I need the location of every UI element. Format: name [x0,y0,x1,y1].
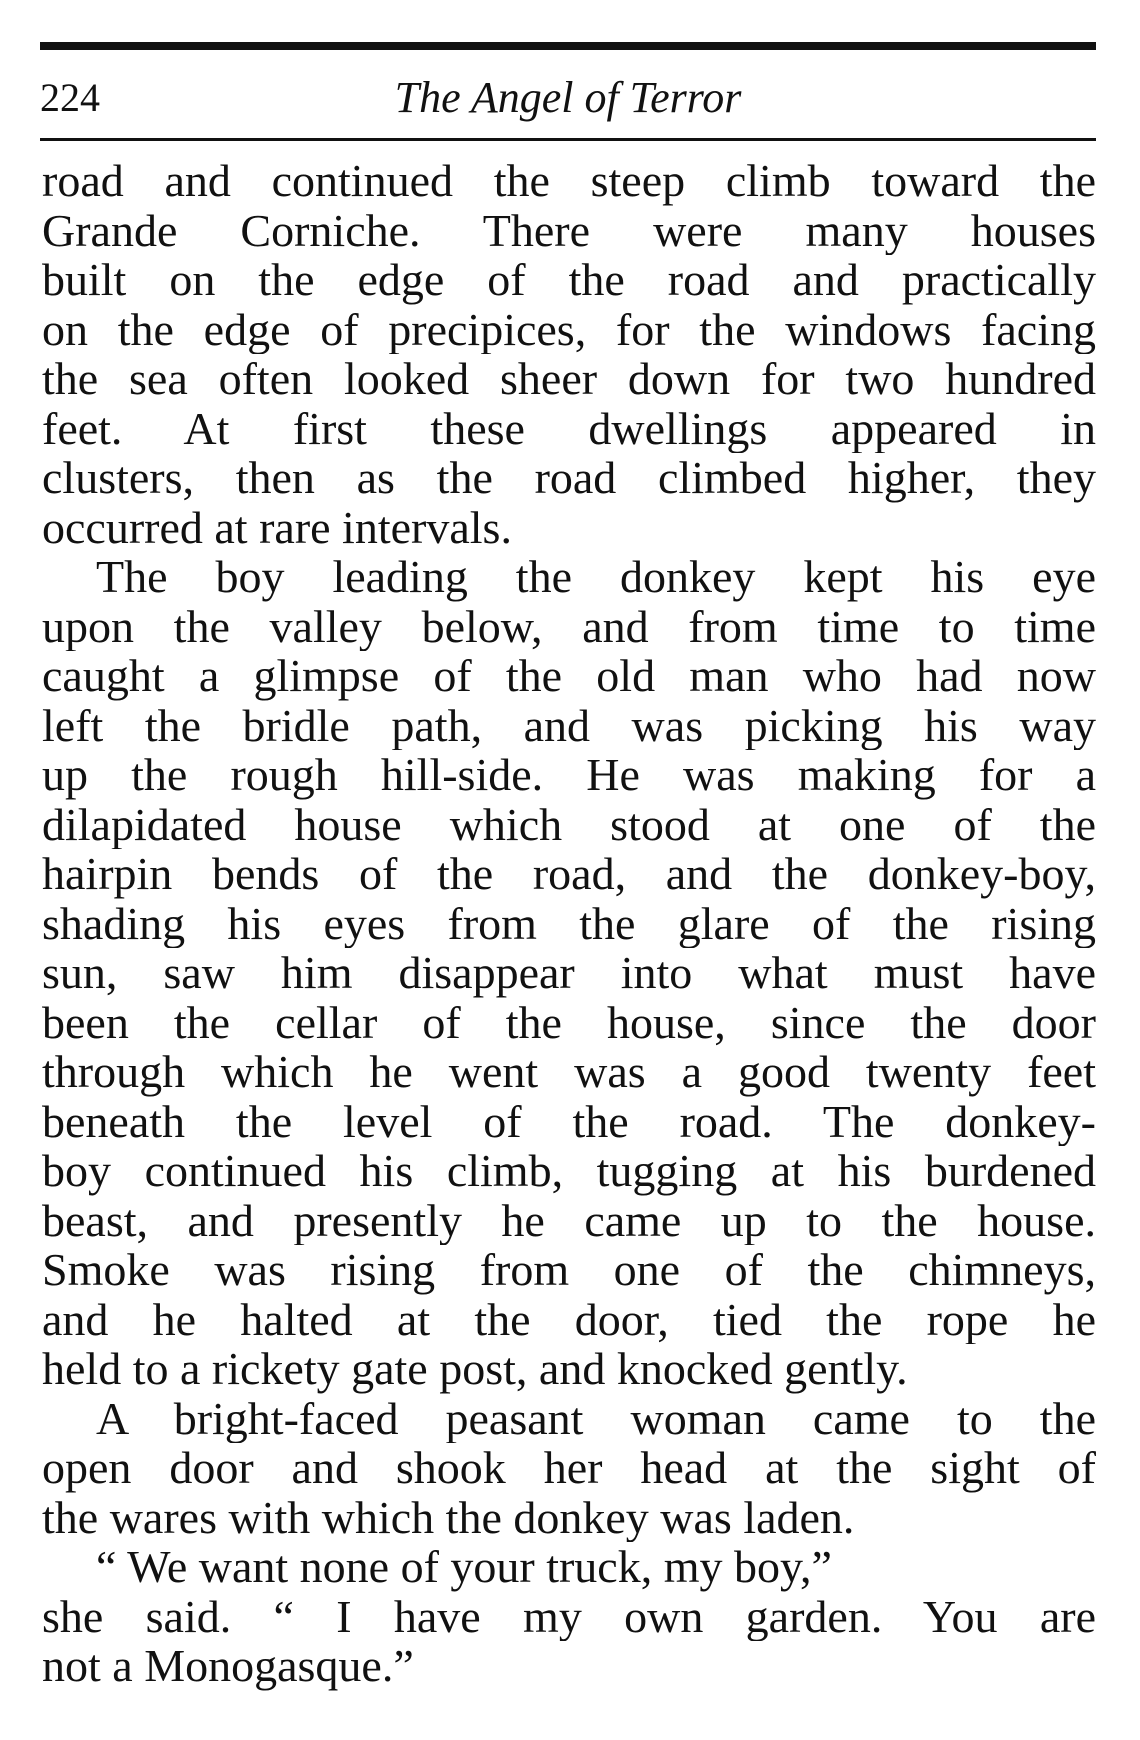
text-line: the wares with which the donkey was laden. [42,1492,855,1542]
text-line: caught a glimpse of the old man who had now [42,651,1096,701]
text-line: upon the valley below, and from time to time [42,601,1096,651]
text-line: occurred at rare intervals. [42,502,512,552]
header-rule [40,138,1096,141]
body-text [42,156,1096,1691]
text-line: on the edge of precipices, for the windows facing [42,304,1096,354]
text-line: beneath the level of the road. The donkey- [42,1096,1096,1146]
running-title: The Angel of Terror [394,73,742,122]
text-line: been the cellar of the house, since the door [42,997,1096,1047]
text-line: Grande Corniche. There were many houses [42,205,1096,255]
text-line: beast, and presently he came up to the house. [42,1195,1096,1245]
text-line: and he halted at the door, tied the rope he [42,1294,1096,1344]
top-rule [40,42,1096,50]
text-line: hairpin bends of the road, and the donkey-boy, [42,849,1096,899]
text-line: sun, saw him disappear into what must have [42,948,1096,998]
text-line: the sea often looked sheer down for two hundred [42,354,1096,404]
text-line: The boy leading the donkey kept his eye [96,552,1096,602]
text-line: left the bridle path, and was picking his way [42,700,1096,750]
text-line: up the rough hill-side. He was making for a [42,750,1096,800]
page-number: 224 [40,75,100,120]
text-line: A bright-faced peasant woman came to the [96,1393,1096,1443]
text-line: clusters, then as the road climbed higher, they [42,453,1096,503]
running-header [40,68,1096,128]
text-line: shading his eyes from the glare of the rising [42,898,1096,948]
text-line: Smoke was rising from one of the chimneys, [42,1245,1096,1295]
text-line: boy continued his climb, tugging at his burdened [42,1146,1096,1196]
text-line: she said. “ I have my own garden. You are [42,1591,1096,1641]
text-line: open door and shook her head at the sight of [42,1443,1096,1493]
text-line: “ We want none of your truck, my boy,” [96,1542,832,1592]
text-line: road and continued the steep climb toward the [42,156,1096,206]
text-line: held to a rickety gate post, and knocked gently. [42,1344,908,1394]
text-line: built on the edge of the road and practically [42,255,1096,305]
text-line: feet. At first these dwellings appeared in [42,403,1096,453]
text-line: through which he went was a good twenty feet [42,1047,1096,1097]
text-line: dilapidated house which stood at one of the [42,799,1096,849]
text-line: not a Monogasque.” [42,1641,414,1691]
